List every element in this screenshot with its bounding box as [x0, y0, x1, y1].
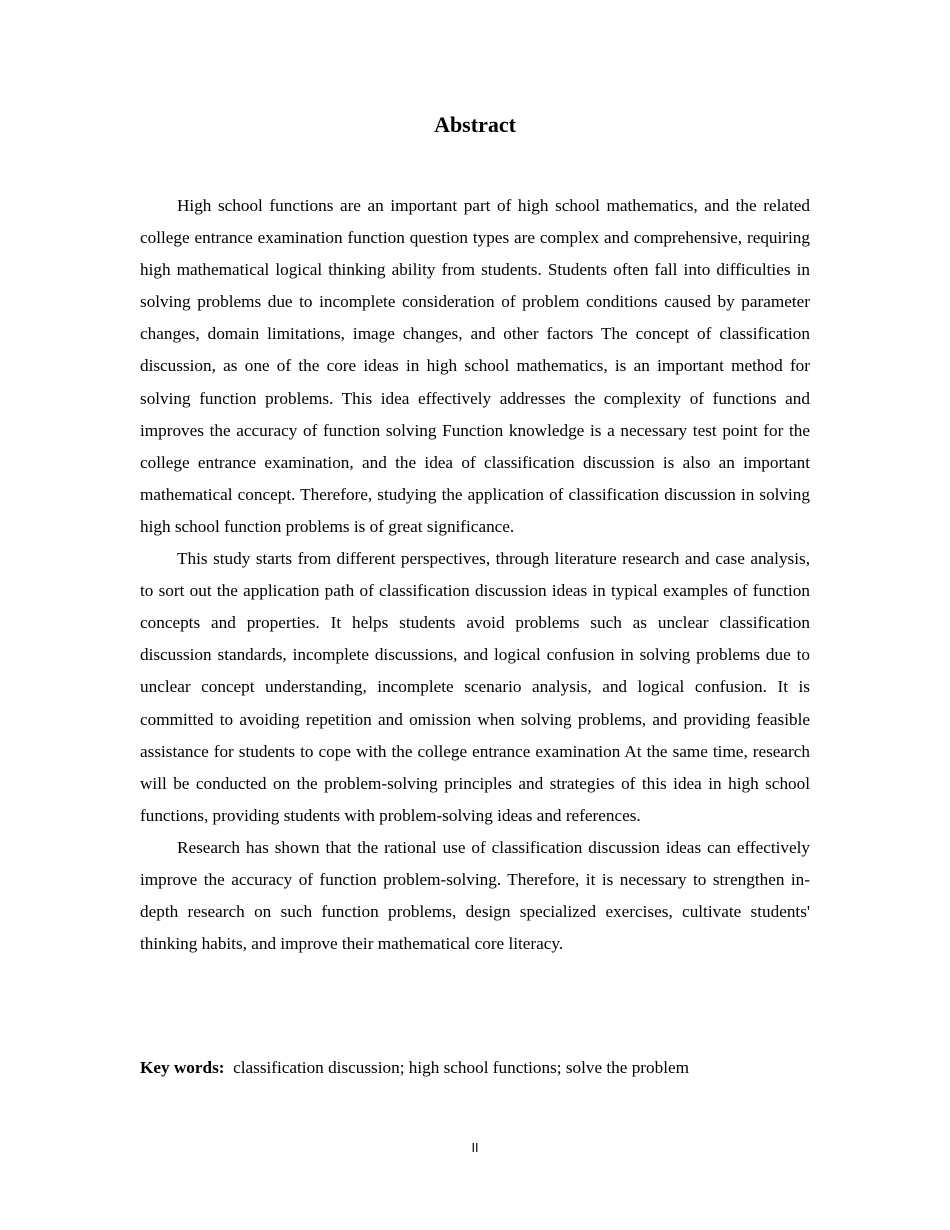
keywords-line [140, 1052, 810, 1084]
keywords-label: Key words: [140, 1058, 225, 1077]
abstract-paragraph-1: High school functions are an important part of high school mathematics, and the related college entrance examination function question types are complex and comprehensive, requiring high mathematical logical thinking ability from students. Students often fall into difficulties in solving problems due to incomplete consideration of problem conditions caused by parameter changes, domain limitations, image changes, and other factors The concept of classification discussion, as one of the core ideas in high school mathematics, is an important method for solving function problems. This idea effectively addresses the complexity of functions and improves the accuracy of function solving Function knowledge is a necessary test point for the college entrance examination, and the idea of classification discussion is also an important mathematical concept. Therefore, studying the application of classification discussion in solving high school function problems is of great significance. [140, 196, 810, 536]
abstract-title: Abstract [434, 112, 516, 137]
abstract-paragraph-2: This study starts from different perspectives, through literature research and case analysis, to sort out the application path of classification discussion ideas in typical examples of function concepts and properties. It helps students avoid problems such as unclear classification discussion standards, incomplete discussions, and logical confusion in solving problems due to unclear concept understanding, incomplete scenario analysis, and logical confusion. It is committed to avoiding repetition and omission when solving problems, and providing feasible assistance for students to cope with the college entrance examination At the same time, research will be conducted on the problem-solving principles and strategies of this idea in high school functions, providing students with problem-solving ideas and references. [140, 549, 810, 825]
abstract-body [140, 190, 810, 960]
abstract-paragraph-3: Research has shown that the rational use of classification discussion ideas can effectively improve the accuracy of function problem-solving. Therefore, it is necessary to strengthen in-depth research on such function problems, design specialized exercises, cultivate students' thinking habits, and improve their mathematical core literacy. [140, 837, 810, 954]
page-number: II [471, 1141, 479, 1155]
keywords-text: classification discussion; high school functions; solve the problem [233, 1058, 689, 1077]
